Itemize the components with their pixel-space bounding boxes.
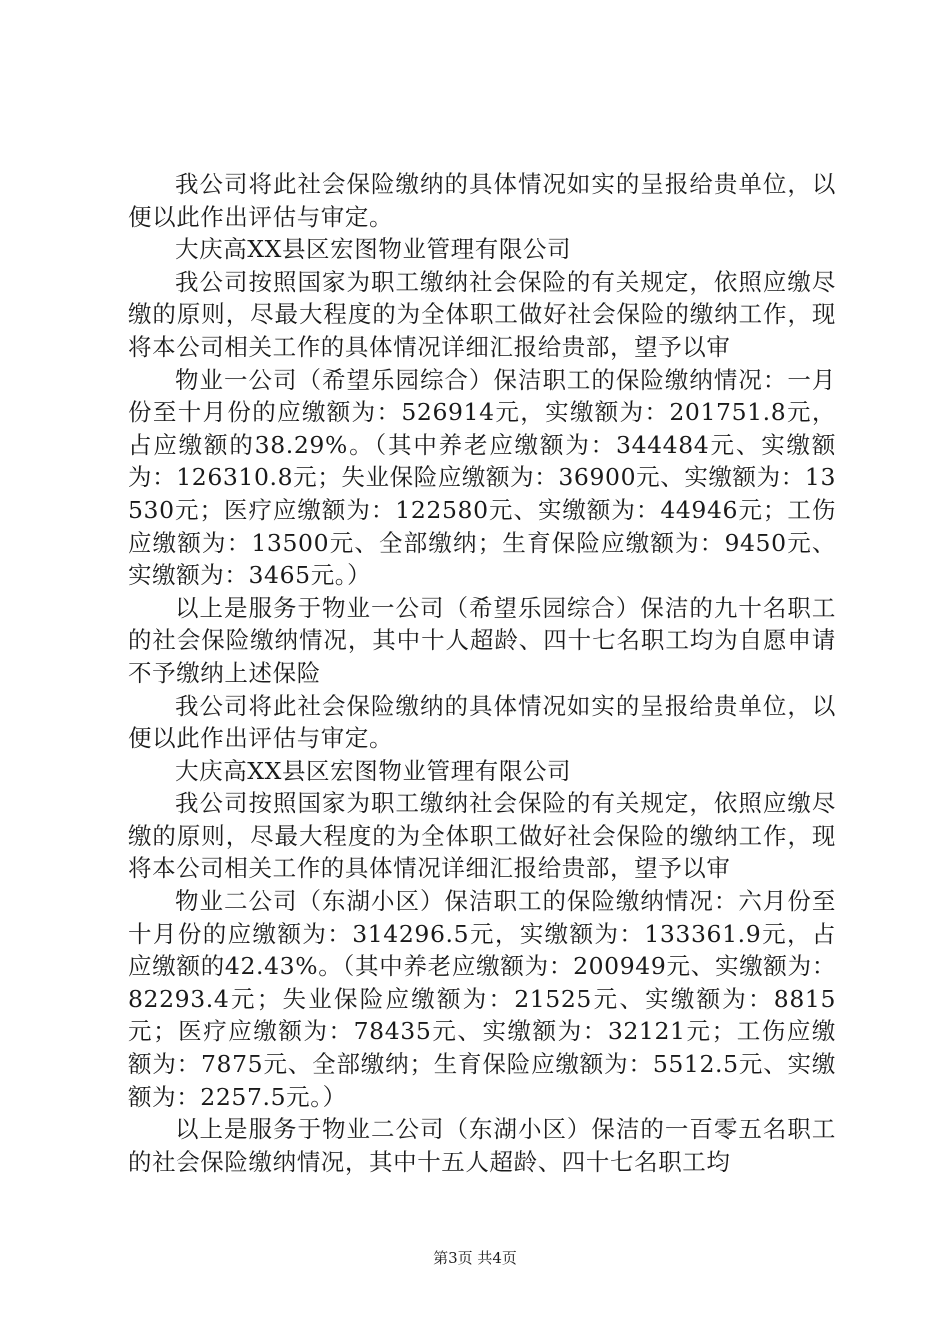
company-name-line: 大庆高XX县区宏图物业管理有限公司 (175, 235, 572, 264)
paragraph: 我公司按照国家为职工缴纳社会保险的有关规定，依照应缴尽缴的原则，尽最大程度的为全体职工做好社会保险的缴纳工作，现将本公司相关工作的具体情况详细汇报给贵部，望予以审 (128, 267, 836, 361)
paragraph: 物业二公司（东湖小区）保洁职工的保险缴纳情况：六月份至十月份的应缴额为：314296.5元，实缴额为：133361.9元，占应缴额的42.43%。（其中养老应缴额为：200949元、实缴额为：82293.4元；失业保险应缴额为：21525元、实缴额为：8815元；医疗应缴额为：78435元、实缴额为：32121元；工伤应缴额为：7875元、全部缴纳；生育保险应缴额为：5512.5元、实缴额为：2257.5元。） (128, 887, 836, 1111)
paragraph: 我公司将此社会保险缴纳的具体情况如实的呈报给贵单位，以便以此作出评估与审定。 (128, 691, 836, 753)
page-footer (0, 1247, 950, 1268)
paragraph: 以上是服务于物业一公司（希望乐园综合）保洁的九十名职工的社会保险缴纳情况，其中十人超龄、四十七名职工均为自愿申请不予缴纳上述保险 (128, 593, 836, 687)
page-number: 第3页 共4页 (433, 1249, 517, 1267)
paragraph: 以上是服务于物业二公司（东湖小区）保洁的一百零五名职工的社会保险缴纳情况，其中十五人超龄、四十七名职工均 (128, 1115, 836, 1176)
paragraph: 我公司将此社会保险缴纳的具体情况如实的呈报给贵单位，以便以此作出评估与审定。 (128, 170, 836, 231)
document-body (128, 168, 836, 1178)
company-name-line: 大庆高XX县区宏图物业管理有限公司 (175, 756, 572, 785)
paragraph: 物业一公司（希望乐园综合）保洁职工的保险缴纳情况：一月份至十月份的应缴额为：526914元，实缴额为：201751.8元，占应缴额的38.29%。（其中养老应缴额为：344484元、实缴额为：126310.8元；失业保险应缴额为：36900元、实缴额为：13530元；医疗应缴额为：122580元、实缴额为：44946元；工伤应缴额为：13500元、全部缴纳；生育保险应缴额为：9450元、实缴额为：3465元。） (128, 365, 836, 590)
paragraph: 我公司按照国家为职工缴纳社会保险的有关规定，依照应缴尽缴的原则，尽最大程度的为全体职工做好社会保险的缴纳工作，现将本公司相关工作的具体情况详细汇报给贵部，望予以审 (128, 789, 836, 883)
